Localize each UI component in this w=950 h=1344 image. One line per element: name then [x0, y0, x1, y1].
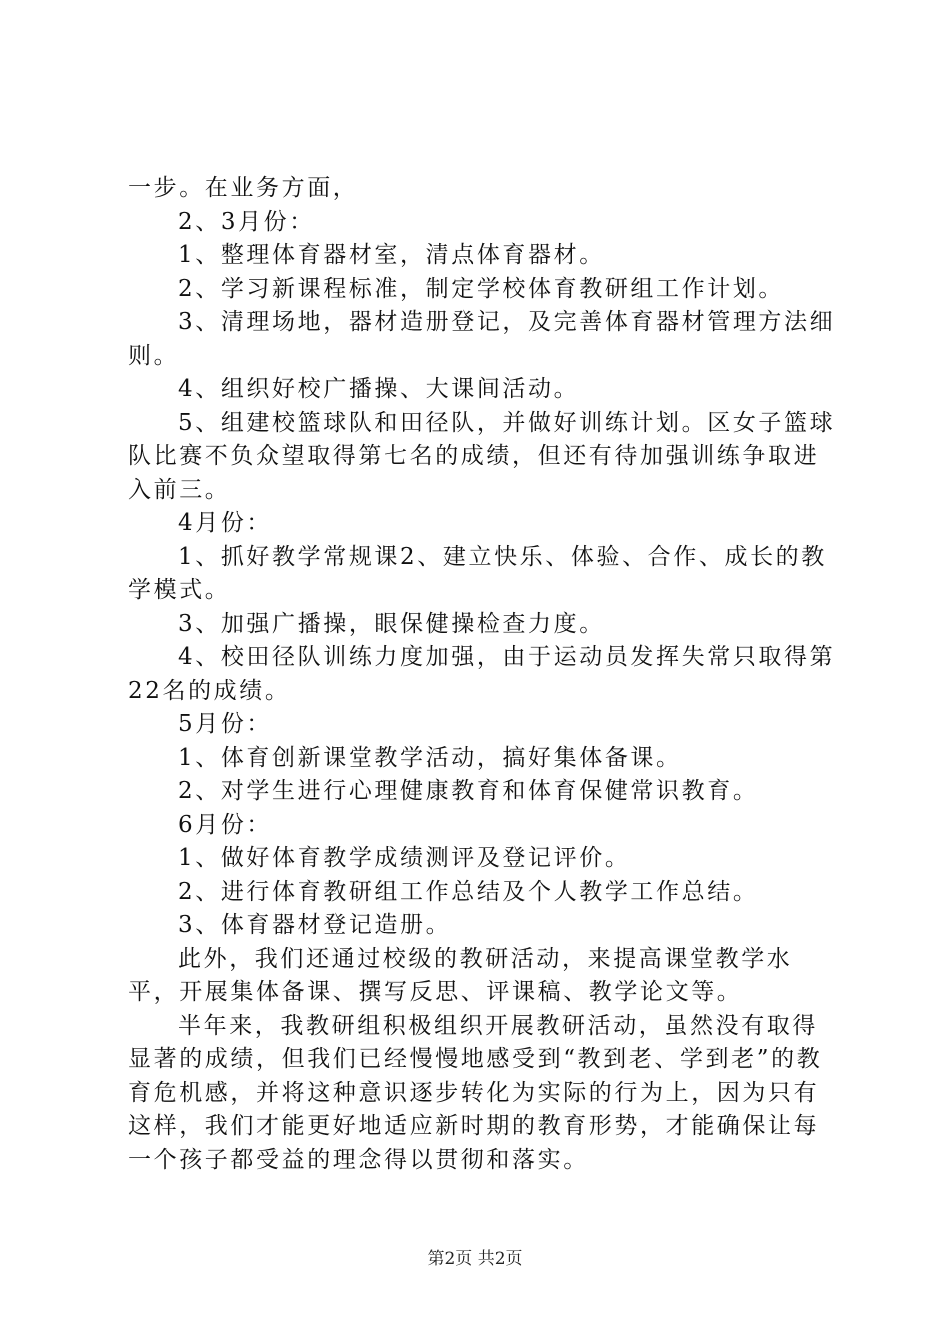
- page-number-footer: 第2页 共2页: [427, 1249, 523, 1269]
- summary-paragraph: 半年来，我教研组积极组织开展教研活动，虽然没有取得显著的成绩，但我们已经慢慢地感受到“教到老、学到老”的教育危机感，并将这种意识逐步转化为实际的行为上，因为只有这样，我们才能更好地适应新时期的教育形势，才能确保让每一个孩子都受益的理念得以贯彻和落实。: [128, 1012, 823, 1173]
- paragraph-continuation: 一步。在业务方面，: [128, 175, 359, 201]
- list-item: 1、整理体育器材室，清点体育器材。: [178, 242, 605, 268]
- list-item: 5、组建校篮球队和田径队，并做好训练计划。区女子篮球队比赛不负众望取得第七名的成绩，但还有待加强训练争取进入前三。: [128, 409, 836, 503]
- list-item: 4、组织好校广播操、大课间活动。: [178, 376, 580, 402]
- document-body: [128, 172, 838, 1177]
- list-item: 3、加强广播操，眼保健操检查力度。: [178, 610, 605, 637]
- list-item: 1、做好体育教学成绩测评及登记评价。: [178, 845, 631, 871]
- list-item: 2、学习新课程标准，制定学校体育教研组工作计划。: [178, 275, 785, 302]
- list-item: 2、进行体育教研组工作总结及个人教学工作总结。: [178, 878, 759, 905]
- list-item: 1、抓好教学常规课2、建立快乐、体验、合作、成长的教学模式。: [128, 543, 827, 603]
- heading-june: 6月份：: [178, 811, 273, 838]
- list-item: 3、清理场地，器材造册登记，及完善体育器材管理方法细则。: [128, 309, 836, 369]
- list-item: 2、对学生进行心理健康教育和体育保健常识教育。: [178, 778, 759, 804]
- list-item: 1、体育创新课堂教学活动，搞好集体备课。: [178, 744, 682, 771]
- heading-february-march: 2、3月份：: [178, 208, 315, 235]
- body-paragraph: 此外，我们还通过校级的教研活动，来提高课堂教学水平，开展集体备课、撰写反思、评课稿、教学论文等。: [128, 945, 793, 1005]
- heading-april: 4月份：: [178, 510, 273, 536]
- heading-may: 5月份：: [178, 711, 273, 737]
- list-item: 3、体育器材登记造册。: [178, 912, 452, 938]
- list-item: 4、校田径队训练力度加强，由于运动员发挥失常只取得第22名的成绩。: [128, 644, 836, 704]
